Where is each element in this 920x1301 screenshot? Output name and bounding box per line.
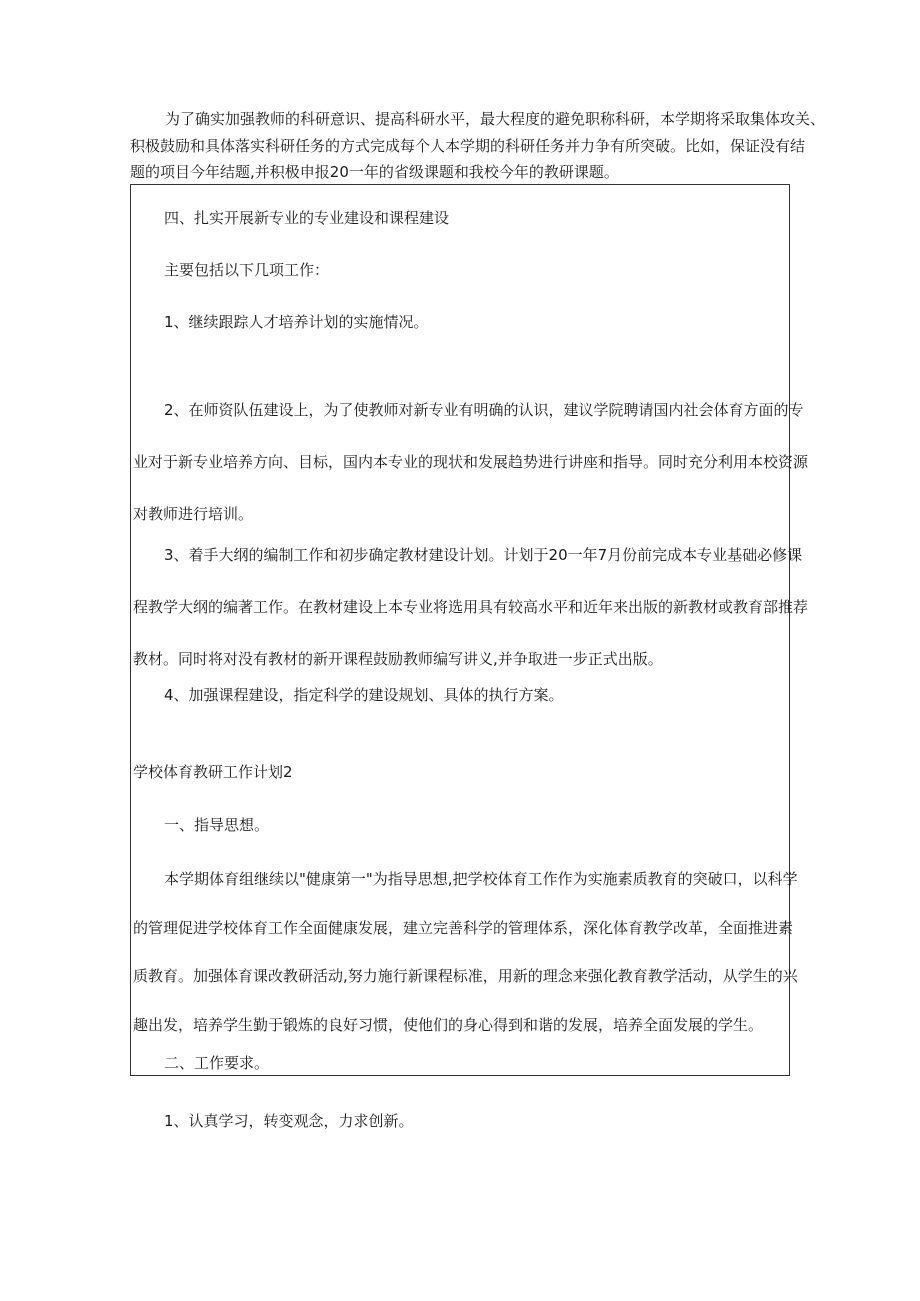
- text-line: 业对于新专业培养方向、目标，国内本专业的现状和发展趋势进行讲座和指导。同时充分利用本校资源: [133, 453, 809, 471]
- intro-paragraph: [130, 106, 826, 186]
- text-line: 为了确实加强教师的科研意识、提高科研水平，最大程度的避免职称科研，本学期将采取集体攻关、: [165, 110, 826, 128]
- text-line: 2、在师资队伍建设上，为了使教师对新专业有明确的认识，建议学院聘请国内社会体育方面的专: [164, 401, 804, 419]
- list-item: [133, 529, 809, 685]
- list-item: 4、加强课程建设，指定科学的建设规划、具体的执行方案。: [164, 686, 564, 704]
- section-lead: 主要包括以下几项工作：: [164, 261, 330, 279]
- section-heading: 二、工作要求。: [164, 1054, 270, 1072]
- text-line: 3、着手大纲的编制工作和初步确定教材建设计划。计划于20一年7月份前完成本专业基础必修课: [164, 546, 803, 564]
- text-line: 的管理促进学校体育工作全面健康发展，建立完善科学的管理体系，深化体育教学改革，全面推进素: [133, 918, 794, 937]
- text-line: 教材。同时将对没有教材的新开课程鼓励教师编写讲义,并争取进一步正式出版。: [133, 650, 663, 668]
- list-item: [133, 384, 809, 540]
- guiding-paragraph: [133, 855, 798, 1049]
- text-line: 趣出发，培养学生勤于锻炼的良好习惯，使他们的身心得到和谐的发展，培养全面发展的学生。: [133, 1015, 764, 1034]
- list-item: 1、继续跟踪人才培养计划的实施情况。: [164, 313, 429, 331]
- text-line: 质教育。加强体育课改教研活动,努力施行新课程标准，用新的理念来强化教育教学活动，从学生的兴: [133, 967, 798, 985]
- document-title: 学校体育教研工作计划2: [133, 763, 293, 781]
- text-line: 积极鼓励和具体落实科研任务的方式完成每个人本学期的科研任务并力争有所突破。比如，保证没有结: [130, 136, 806, 155]
- list-item: 1、认真学习，转变观念，力求创新。: [164, 1112, 414, 1130]
- section-heading: 四、扎实开展新专业的专业建设和课程建设: [164, 209, 450, 227]
- text-line: 对教师进行培训。: [133, 505, 254, 523]
- text-line: 本学期体育组继续以"健康第一"为指导思想,把学校体育工作作为实施素质教育的突破口，以科学: [164, 870, 798, 888]
- text-line: 题的项目今年结题,并积极申报20一年的省级课题和我校今年的教研课题。: [130, 163, 619, 181]
- section-heading: 一、指导思想。: [164, 816, 270, 834]
- text-line: 程教学大纲的编著工作。在教材建设上本专业将选用具有较高水平和近年来出版的新教材或教育部推荐: [133, 598, 809, 616]
